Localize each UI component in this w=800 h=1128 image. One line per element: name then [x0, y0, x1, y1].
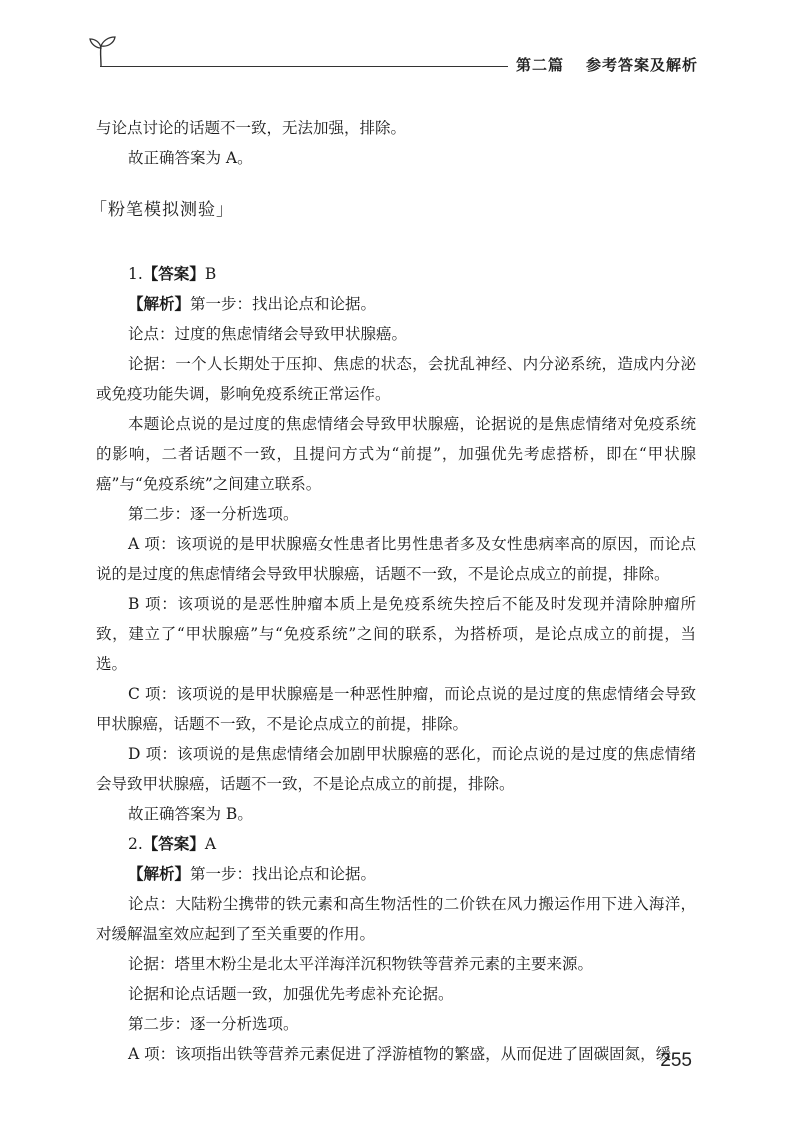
running-header — [88, 30, 698, 76]
paragraph: 与论点讨论的话题不一致，无法加强，排除。 — [96, 119, 407, 137]
question-number: 2. — [128, 835, 143, 853]
header-part: 第二篇 — [515, 56, 564, 74]
question-number: 1. — [128, 265, 143, 283]
analysis-line — [96, 859, 696, 889]
main-content — [90, 113, 696, 1069]
paragraph: 故正确答案为 A。 — [128, 149, 253, 167]
paragraph: 第二步：逐一分析选项。 — [128, 1015, 299, 1033]
answer-line — [96, 829, 696, 859]
sprout-icon — [88, 34, 118, 68]
answer-line — [96, 259, 696, 289]
analysis-line — [96, 289, 696, 319]
option-paragraph: A 项：该项说的是甲状腺癌女性患者比男性患者多及女性患病率高的原因，而论点说的是过度的焦虑情绪会导致甲状腺癌，话题不一致，不是论点成立的前提，排除。 — [96, 535, 696, 583]
paragraph: 论据和论点话题一致，加强优先考虑补充论据。 — [128, 985, 454, 1003]
option-paragraph: C 项：该项说的是甲状腺癌是一种恶性肿瘤，而论点说的是过度的焦虑情绪会导致甲状腺癌，话题不一致，不是论点成立的前提，排除。 — [96, 685, 696, 733]
analysis-tag: 【解析】 — [128, 295, 191, 313]
paragraph: 论点：过度的焦虑情绪会导致甲状腺癌。 — [128, 325, 408, 343]
paragraph: 论据：塔里木粉尘是北太平洋海洋沉积物铁等营养元素的主要来源。 — [128, 955, 594, 973]
answer-tag: 【答案】 — [142, 835, 205, 853]
paragraph: 论据：一个人长期处于压抑、焦虑的状态，会扰乱神经、内分泌系统，造成内分泌或免疫功能失调，影响免疫系统正常运作。 — [96, 355, 696, 403]
analysis-tag: 【解析】 — [128, 865, 191, 883]
option-paragraph: D 项：该项说的是焦虑情绪会加剧甲状腺癌的恶化，而论点说的是过度的焦虑情绪会导致甲状腺癌，话题不一致，不是论点成立的前提，排除。 — [96, 745, 696, 793]
analysis-step: 第一步：找出论点和论据。 — [190, 865, 377, 883]
header-chapter-title: 参考答案及解析 — [585, 56, 698, 74]
answer-value: A — [204, 835, 217, 853]
answer-value: B — [204, 265, 217, 283]
page-number: 255 — [660, 1050, 692, 1071]
header-rule — [100, 66, 508, 67]
paragraph: 本题论点说的是过度的焦虑情绪会导致甲状腺癌，论据说的是焦虑情绪对免疫系统的影响，二者话题不一致，且提问方式为“前提”，加强优先考虑搭桥，即在“甲状腺癌”与“免疫系统”之间建立联系。 — [96, 415, 696, 493]
option-paragraph: A 项：该项指出铁等营养元素促进了浮游植物的繁盛，从而促进了固碳固氮，缓 — [128, 1045, 672, 1063]
paragraph: 第二步：逐一分析选项。 — [128, 505, 299, 523]
option-paragraph: B 项：该项说的是恶性肿瘤本质上是免疫系统失控后不能及时发现并清除肿瘤所致，建立了“甲状腺癌”与“免疫系统”之间的联系，为搭桥项，是论点成立的前提，当选。 — [96, 595, 696, 673]
header-title — [516, 54, 698, 75]
answer-tag: 【答案】 — [142, 265, 205, 283]
paragraph: 论点：大陆粉尘携带的铁元素和高生物活性的二价铁在风力搬运作用下进入海洋，对缓解温室效应起到了至关重要的作用。 — [96, 895, 696, 943]
analysis-step: 第一步：找出论点和论据。 — [190, 295, 377, 313]
section-title: 「粉笔模拟测验」 — [90, 200, 234, 220]
paragraph: 故正确答案为 B。 — [128, 805, 253, 823]
